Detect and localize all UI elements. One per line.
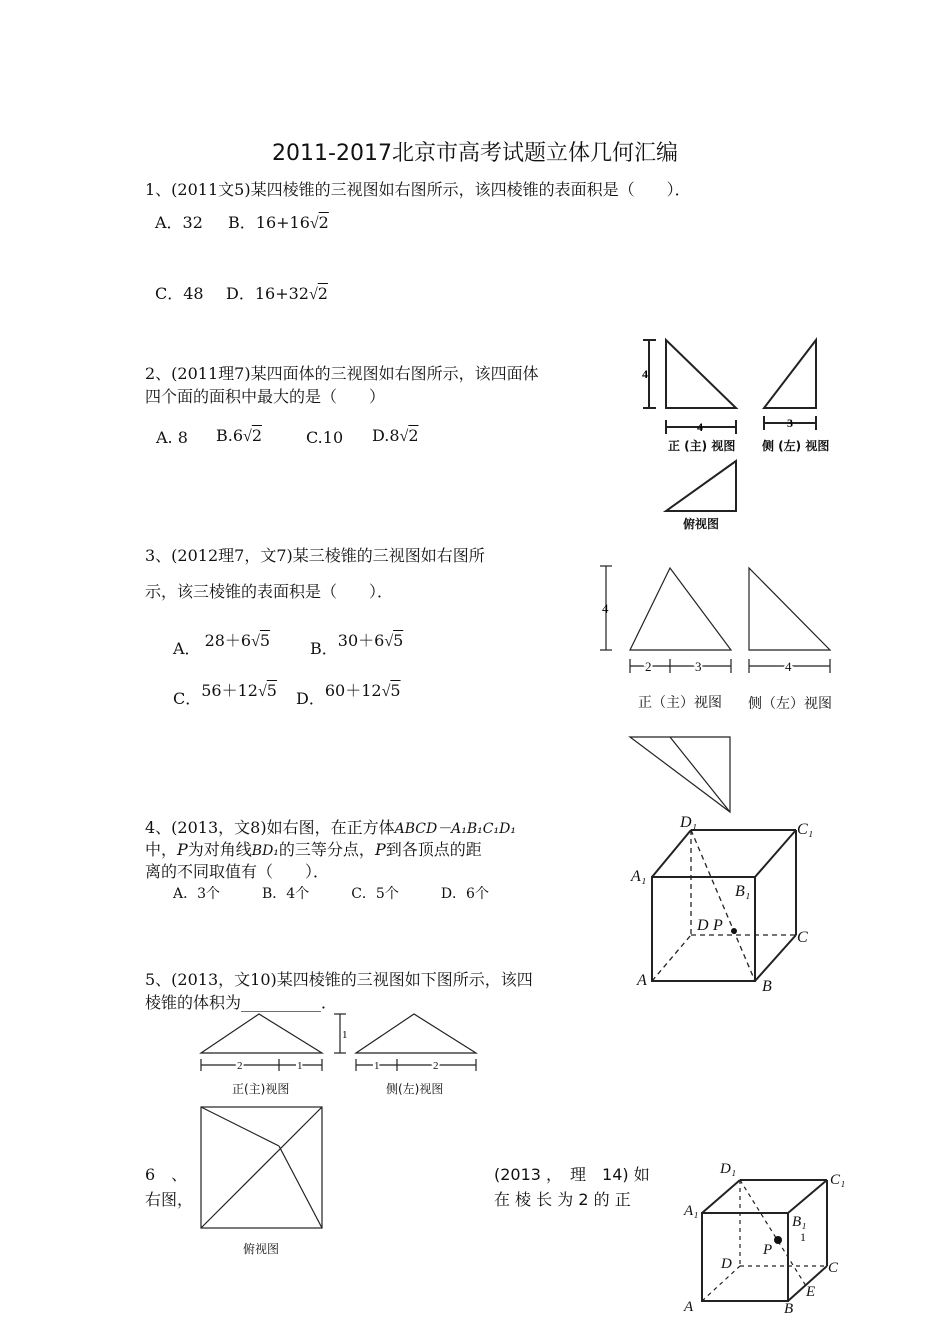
q5-dim-c: 1 bbox=[374, 1060, 380, 1072]
q4-line2-p: P bbox=[177, 840, 188, 859]
q4-label-a1: A₁ bbox=[631, 868, 647, 885]
q4-line2-bd: BD₁ bbox=[251, 843, 279, 859]
q2-stem-line2: 四个面的面积中最大的是（ ） bbox=[145, 387, 386, 406]
q2-option-d: D.8√2 bbox=[372, 426, 419, 445]
q5-line1: 5、(2013，文10)某四棱锥的三视图如下图所示，该四 bbox=[145, 970, 533, 989]
q3-width-label-3: 4 bbox=[785, 659, 792, 674]
q5-dim-b: 1 bbox=[297, 1060, 303, 1072]
q4-label-a: A bbox=[637, 972, 647, 989]
page-title: 2011-2017北京市高考试题立体几何汇编 bbox=[272, 141, 678, 166]
q3-height-label: 4 bbox=[602, 601, 609, 616]
q3-stem-line2: 示，该三棱锥的表面积是（ ）． bbox=[145, 582, 394, 601]
q2-stem-line1: 2、(2011理7)某四面体的三视图如右图所示，该四面体 bbox=[145, 364, 539, 383]
q4-label-d1: D₁ bbox=[680, 814, 698, 831]
q2-option-d-label: D. bbox=[372, 426, 390, 445]
q6-left-line1: 6 、 bbox=[145, 1165, 188, 1184]
q2-front-width-label: 4 bbox=[697, 420, 703, 434]
q2-height-label: 4 bbox=[642, 367, 648, 381]
q1-option-c: C．48 bbox=[155, 284, 204, 303]
q5-side-caption: 侧(左)视图 bbox=[386, 1082, 444, 1096]
q4-options: A．3个 B．4个 C．5个 D．6个 bbox=[173, 886, 489, 902]
q6-right-line2: 在 棱 长 为 2 的 正 bbox=[494, 1190, 631, 1209]
q4-line1-math: ABCD－A₁B₁C₁D₁ bbox=[394, 821, 516, 837]
q4-line1-text: 4、(2013，文8)如右图，在正方体 bbox=[145, 818, 395, 837]
q6-point-p bbox=[774, 1236, 782, 1244]
q2-option-b: B.6√2 bbox=[216, 426, 262, 445]
q1-option-a: A．32 bbox=[155, 213, 203, 232]
q3-option-b-expr-text: 30＋6 bbox=[337, 631, 385, 650]
q5-front-caption: 正(主)视图 bbox=[232, 1082, 290, 1096]
q1-option-d: D．16+32√2 bbox=[226, 284, 328, 303]
q5-top-caption: 俯视图 bbox=[243, 1242, 280, 1256]
q2-option-d-coef: 8 bbox=[389, 426, 400, 445]
q4-label-b1: B₁ bbox=[735, 883, 751, 900]
q2-option-d-root: 2 bbox=[408, 426, 419, 445]
q6-label-a1: A₁ bbox=[684, 1203, 699, 1219]
q4-label-b: B bbox=[762, 978, 772, 995]
q6-left-line2: 右图， bbox=[145, 1190, 194, 1209]
q6-label-d1: D₁ bbox=[720, 1161, 737, 1177]
q3-option-d-root: 5 bbox=[390, 681, 401, 700]
q3-width-label-2: 3 bbox=[695, 659, 702, 674]
q3-option-a-label: A． bbox=[173, 639, 201, 658]
q4-label-c: C bbox=[797, 929, 808, 946]
q2-option-c: C.10 bbox=[306, 428, 344, 447]
q2-option-b-label: B. bbox=[216, 426, 233, 445]
q4-label-d: D bbox=[697, 917, 709, 934]
q2-option-a: A. 8 bbox=[156, 428, 188, 447]
q2-top-caption: 俯视图 bbox=[683, 517, 720, 531]
q5-line2: 棱锥的体积为__________． bbox=[145, 993, 338, 1012]
q5-dim-d: 2 bbox=[433, 1060, 439, 1072]
q3-option-c-root: 5 bbox=[266, 681, 277, 700]
q3-option-d-expr-text: 60＋12 bbox=[324, 681, 382, 700]
q1-option-b-text: B．16+16 bbox=[228, 213, 310, 232]
q4-line2-p2: P bbox=[374, 840, 386, 859]
q1-option-b: B．16+16√2 bbox=[228, 213, 329, 232]
q3-option-c-expr-text: 56＋12 bbox=[201, 681, 258, 700]
q3-option-b-label: B． bbox=[310, 639, 338, 658]
q6-label-e: E bbox=[806, 1284, 816, 1300]
q4-line2-a: 中， bbox=[145, 840, 178, 859]
q3-front-caption: 正（主）视图 bbox=[638, 695, 722, 711]
q4-line2-b: 为对角线 bbox=[187, 840, 252, 859]
q3-option-b-expr: 30＋6√5 bbox=[337, 631, 404, 650]
q6-label-p: P bbox=[763, 1242, 773, 1258]
q2-option-b-coef: 6 bbox=[232, 426, 244, 445]
q3-width-label-1: 2 bbox=[645, 659, 652, 674]
q1-option-b-root: 2 bbox=[318, 213, 329, 232]
q4-line2-d: 到各顶点的距 bbox=[385, 840, 482, 859]
q4-line3: 离的不同取值有（ ）． bbox=[145, 862, 330, 881]
q2-side-caption: 侧 (左) 视图 bbox=[762, 439, 830, 453]
q2-side-width-label: 3 bbox=[787, 416, 793, 430]
q6-label-d: D bbox=[721, 1256, 732, 1272]
q1-stem: 1、(2011文5)某四棱锥的三视图如右图所示，该四棱锥的表面积是（ ）． bbox=[145, 180, 691, 199]
q3-option-d-expr: 60＋12√5 bbox=[324, 681, 401, 700]
q4-line2-c: 的三等分点， bbox=[278, 840, 375, 859]
q6-label-c1: C₁ bbox=[830, 1172, 846, 1188]
q6-label-c: C bbox=[828, 1260, 839, 1276]
q4-label-p: P bbox=[713, 917, 723, 934]
q2-front-caption: 正 (主) 视图 bbox=[668, 439, 736, 453]
q1-option-d-text: D．16+32 bbox=[226, 284, 309, 303]
q5-height-label: 1 bbox=[342, 1029, 348, 1041]
q3-option-c-label: C． bbox=[173, 689, 202, 708]
q6-label-b: B bbox=[784, 1301, 794, 1317]
q3-option-c-expr: 56＋12√5 bbox=[201, 681, 277, 700]
q4-label-c1: C₁ bbox=[797, 821, 814, 838]
q3-side-caption: 侧（左）视图 bbox=[748, 696, 832, 712]
q3-option-a-expr: 28＋6√5 bbox=[204, 631, 271, 650]
q6-right-line1: (2013 ， 理 14) 如 bbox=[494, 1165, 650, 1184]
q3-option-a-root: 5 bbox=[259, 631, 271, 650]
q1-option-d-root: 2 bbox=[317, 284, 328, 303]
q2-option-b-root: 2 bbox=[251, 426, 262, 445]
q3-stem-line1: 3、(2012理7，文7)某三棱锥的三视图如右图所 bbox=[145, 546, 485, 565]
q6-label-a: A bbox=[684, 1299, 694, 1315]
q3-option-d-label: D． bbox=[296, 689, 325, 708]
q3-option-a-expr-text: 28＋6 bbox=[204, 631, 252, 650]
q6-label-b1: B₁ bbox=[792, 1214, 807, 1230]
q5-dim-a: 2 bbox=[237, 1060, 243, 1072]
q3-option-b-root: 5 bbox=[393, 631, 404, 650]
q6-label-one: 1 bbox=[800, 1230, 806, 1244]
